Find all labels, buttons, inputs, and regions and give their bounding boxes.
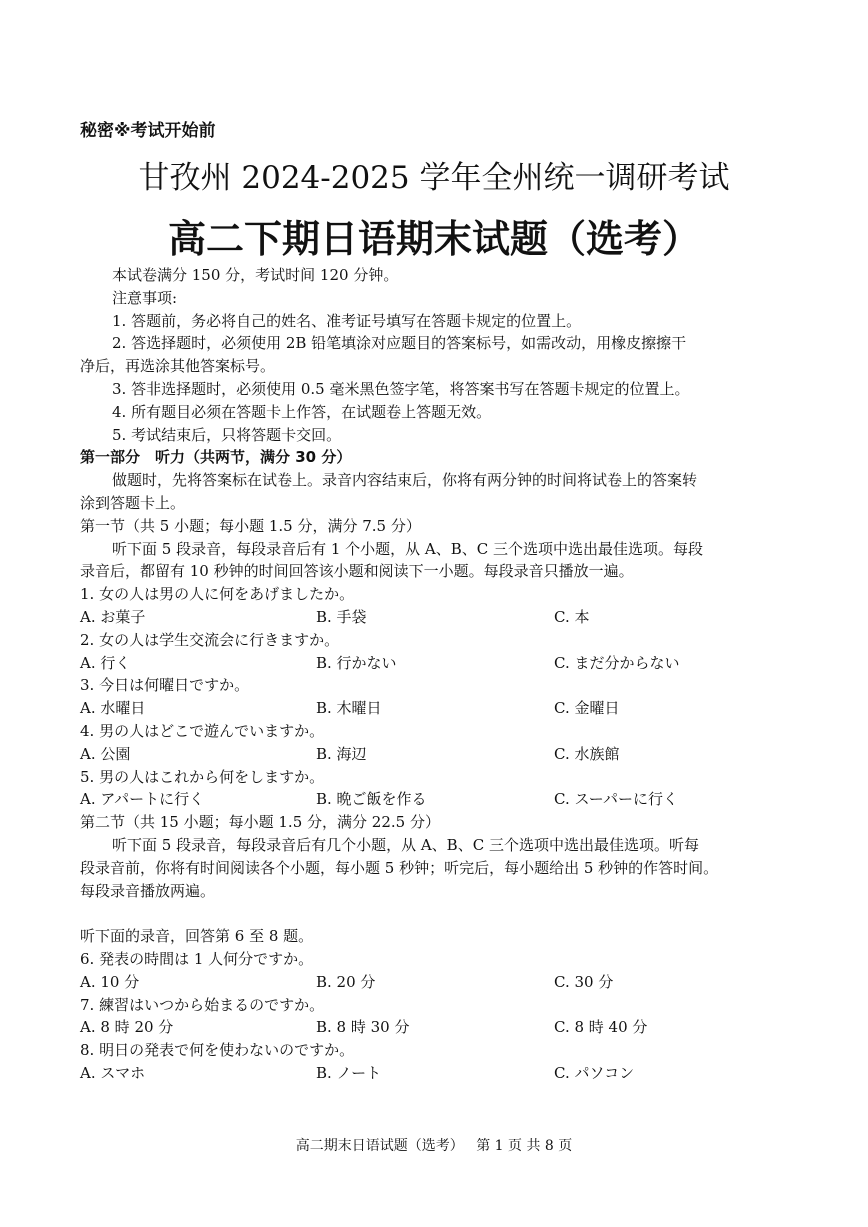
options-1 (80, 606, 795, 629)
options-4 (80, 743, 795, 766)
notice-item-5: 5. 考试结束后，只将答题卡交回。 (112, 425, 342, 444)
option-c: C. 本 (554, 607, 590, 626)
spacer (80, 902, 795, 925)
section1-desc-cont: 录音后，都留有 10 秒钟的时间回答该小题和阅读下一小题。每段录音只播放一遍。 (80, 562, 634, 581)
option-b: B. 8 時 30 分 (316, 1018, 410, 1037)
section2-desc: 听下面 5 段录音，每段录音后有几个小题，从 A、B、C 三个选项中选出最佳选项。听每 (112, 835, 699, 854)
options-7 (80, 1016, 795, 1039)
options-5 (80, 788, 795, 811)
question-1: 1. 女の人は男の人に何をあげましたか。 (80, 585, 355, 604)
notice-item-4: 4. 所有题目必须在答题卡上作答，在试题卷上答题无效。 (112, 402, 492, 421)
part1-desc: 做题时，先将答案标在试卷上。录音内容结束后，你将有两分钟的时间将试卷上的答案转 (112, 471, 698, 490)
notice-title: 注意事项: (112, 288, 178, 307)
option-c: C. パソコン (554, 1063, 635, 1082)
option-b: B. 海辺 (316, 744, 367, 763)
question-7: 7. 練習はいつから始まるのですか。 (80, 995, 325, 1014)
question-6: 6. 発表の時間は 1 人何分ですか。 (80, 949, 314, 968)
option-b: B. 手袋 (316, 607, 367, 626)
exam-body (80, 264, 795, 1085)
section1-title: 第一节（共 5 小题；每小题 1.5 分，满分 7.5 分） (80, 516, 421, 535)
option-a: A. 公園 (80, 744, 131, 763)
section2-questions (80, 948, 795, 1085)
option-c: C. 8 時 40 分 (554, 1018, 648, 1037)
option-a: A. 行く (80, 653, 131, 672)
exam-title: 甘孜州 2024-2025 学年全州统一调研考试 (138, 160, 730, 196)
option-c: C. まだ分からない (554, 653, 680, 672)
section1-questions (80, 583, 795, 811)
footer-page-number: 第 1 页 共 8 页 (476, 1138, 573, 1154)
section2-title: 第二节（共 15 小题；每小题 1.5 分，满分 22.5 分） (80, 813, 440, 832)
question-5: 5. 男の人はこれから何をしますか。 (80, 767, 325, 786)
page-footer (0, 1135, 868, 1155)
option-a: A. スマホ (80, 1063, 146, 1082)
option-c: C. 30 分 (554, 972, 614, 991)
section2-desc-cont-2: 每段录音播放两遍。 (80, 881, 216, 900)
option-a: A. 水曜日 (80, 699, 146, 718)
options-2 (80, 652, 795, 675)
option-b: B. ノート (316, 1063, 382, 1082)
options-8 (80, 1062, 795, 1085)
section1-desc: 听下面 5 段录音，每段录音后有 1 个小题，从 A、B、C 三个选项中选出最佳选项。每段 (112, 539, 704, 558)
part1-title: 第一部分 听力（共两节，满分 30 分） (80, 448, 352, 467)
options-3 (80, 697, 795, 720)
secret-label: 秘密※考试开始前 (80, 121, 216, 141)
option-b: B. 木曜日 (316, 699, 382, 718)
question-8: 8. 明日の発表で何を使わないのですか。 (80, 1041, 355, 1060)
question-4: 4. 男の人はどこで遊んでいますか。 (80, 721, 325, 740)
options-6 (80, 971, 795, 994)
option-c: C. スーパーに行く (554, 790, 678, 809)
option-a: A. アパートに行く (80, 790, 205, 809)
option-b: B. 20 分 (316, 972, 376, 991)
group-intro: 听下面的录音，回答第 6 至 8 题。 (80, 927, 314, 946)
option-a: A. お菓子 (80, 607, 146, 626)
exam-summary: 本试卷满分 150 分，考试时间 120 分钟。 (112, 266, 399, 284)
option-b: B. 行かない (316, 653, 397, 672)
option-b: B. 晩ご飯を作る (316, 790, 427, 809)
notice-item-1: 1. 答题前，务必将自己的姓名、准考证号填写在答题卡规定的位置上。 (112, 311, 582, 330)
question-2: 2. 女の人は学生交流会に行きますか。 (80, 630, 340, 649)
notice-item-3: 3. 答非选择题时，必须使用 0.5 毫米黑色签字笔，将答案书写在答题卡规定的位置上。 (112, 379, 690, 398)
option-a: A. 10 分 (80, 972, 140, 991)
question-3: 3. 今日は何曜日ですか。 (80, 676, 250, 695)
section2-desc-cont: 段录音前，你将有时间阅读各个小题，每小题 5 秒钟；听完后，每小题给出 5 秒钟的作答时间。 (80, 858, 719, 877)
footer-subject: 高二期末日语试题（选考） (295, 1138, 464, 1154)
option-a: A. 8 時 20 分 (80, 1018, 174, 1037)
option-c: C. 水族館 (554, 744, 620, 763)
part1-desc-cont: 涂到答题卡上。 (80, 493, 186, 512)
notice-item-2: 2. 答选择题时，必须使用 2B 铅笔填涂对应题目的答案标号，如需改动，用橡皮擦擦干 (112, 334, 687, 353)
option-c: C. 金曜日 (554, 699, 620, 718)
exam-subtitle: 高二下期日语期末试题（选考） (167, 217, 700, 261)
notice-item-2-cont: 净后，再选涂其他答案标号。 (80, 357, 276, 376)
